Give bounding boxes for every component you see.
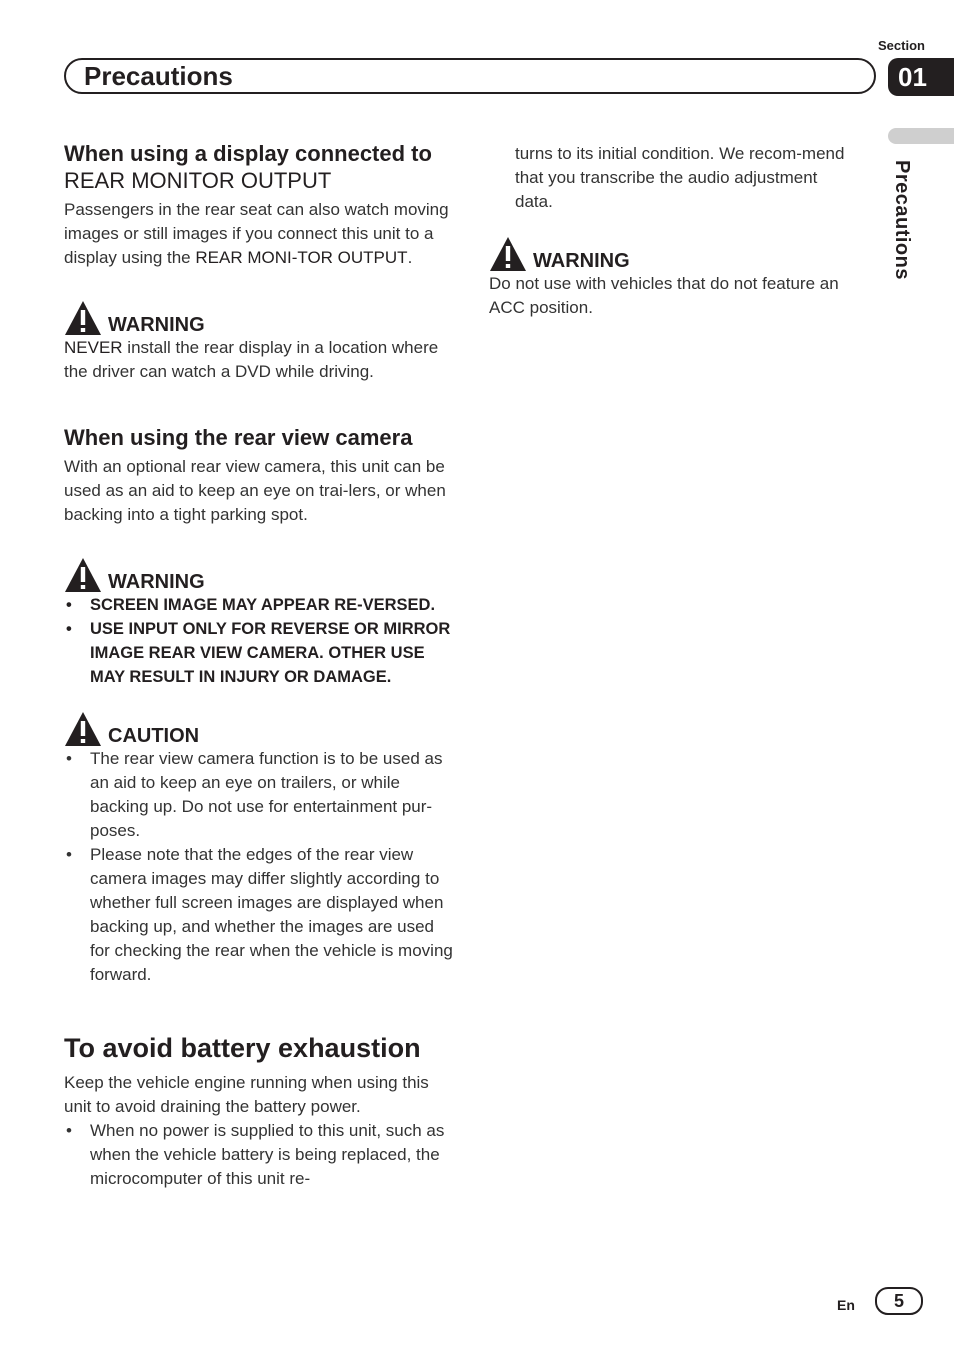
battery-heading: To avoid battery exhaustion <box>64 1033 421 1063</box>
list-item: • Please note that the edges of the rear view camera images may differ slightly according to whether full screen images are displayed when backing up, and whether the images are used for checking the rear when the vehicle is moving forward. <box>66 845 453 984</box>
left-column <box>64 140 454 1191</box>
acc-warning-text: Do not use with vehicles that do not feature an ACC position. <box>489 274 839 317</box>
language-label: En <box>837 1297 855 1313</box>
display-paragraph: Passengers in the rear seat can also watch moving images or still images if you connect this unit to a display using the REAR MONI-TOR OUTPUT. <box>64 200 449 267</box>
right-column <box>489 140 859 320</box>
warning-label: WARNING <box>108 314 205 336</box>
camera-warning-header <box>64 557 454 593</box>
side-tab-label: Precautions <box>891 160 913 280</box>
acc-warning-header <box>489 236 859 272</box>
page-title: Precautions <box>84 61 233 91</box>
warning-label: WARNING <box>108 571 205 593</box>
page-number: 5 <box>875 1287 923 1315</box>
camera-paragraph: With an optional rear view camera, this unit can be used as an aid to keep an eye on trai-lers, or when backing into a tight parking spot. <box>64 457 446 524</box>
section-label: Section <box>878 38 925 53</box>
warning-triangle-icon <box>489 236 527 272</box>
display-warning-header <box>64 300 454 336</box>
camera-caution-header <box>64 711 454 747</box>
caution-label: CAUTION <box>108 725 200 747</box>
camera-warning-list <box>64 593 454 689</box>
warning-label: WARNING <box>533 250 630 272</box>
list-item: • USE INPUT ONLY FOR REVERSE OR MIRROR IMAGE REAR VIEW CAMERA. OTHER USE MAY RESULT IN INJURY OR DAMAGE. <box>66 620 451 686</box>
caution-triangle-icon <box>64 711 102 747</box>
warning-triangle-icon <box>64 557 102 593</box>
section-number: 01 <box>888 58 954 96</box>
list-item: • SCREEN IMAGE MAY APPEAR RE-VERSED. <box>66 596 436 614</box>
battery-paragraph: Keep the vehicle engine running when using this unit to avoid draining the battery power. <box>64 1073 429 1116</box>
display-warning-text: NEVER install the rear display in a location where the driver can watch a DVD while driving. <box>64 338 439 381</box>
display-heading: When using a display connected to REAR MONITOR OUTPUT <box>64 141 432 193</box>
camera-heading: When using the rear view camera <box>64 425 413 450</box>
battery-list <box>64 1119 454 1191</box>
list-item: • The rear view camera function is to be used as an aid to keep an eye on trailers, or while backing up. Do not use for entertainment pur-poses. <box>66 749 443 840</box>
warning-triangle-icon <box>64 300 102 336</box>
camera-caution-list <box>64 747 454 987</box>
continued-text: turns to its initial condition. We recom-mend that you transcribe the audio adjustment data. <box>515 144 845 211</box>
side-tab-bar <box>888 128 954 144</box>
list-item: • When no power is supplied to this unit, such as when the vehicle battery is being replaced, the microcomputer of this unit re- <box>66 1121 445 1188</box>
